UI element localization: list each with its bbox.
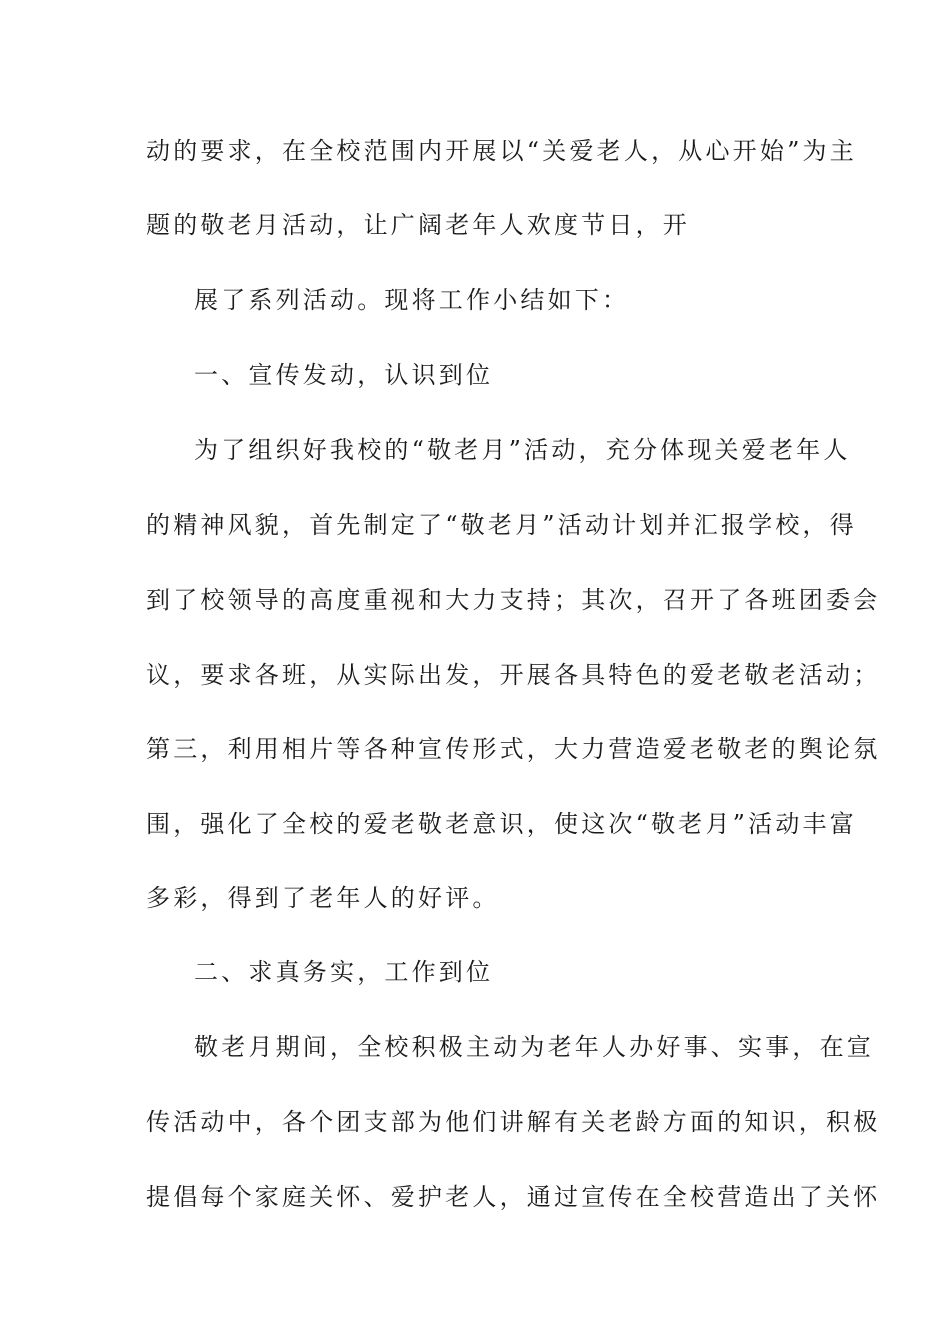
text-line: 第三，利用相片等各种宣传形式，大力营造爱老敬老的舆论氛 [146,735,881,763]
text-line: 敬老月期间，全校积极主动为老年人办好事、实事，在宣 [194,1033,874,1061]
text-line: 传活动中，各个团支部为他们讲解有关老龄方面的知识，积极 [146,1108,881,1136]
text-line: 的精神风貌，首先制定了“敬老月”活动计划并汇报学校，得 [146,511,857,539]
text-line: 到了校领导的高度重视和大力支持；其次，召开了各班团委会 [146,586,881,614]
text-line: 多彩，得到了老年人的好评。 [146,884,500,912]
text-line: 提倡每个家庭关怀、爱护老人，通过宣传在全校营造出了关怀 [146,1183,881,1211]
text-line: 为了组织好我校的“敬老月”活动，充分体现关爱老年人 [194,436,851,464]
text-line: 动的要求，在全校范围内开展以“关爱老人，从心开始”为主 [146,137,857,165]
section-heading: 一、宣传发动，认识到位 [194,361,494,389]
section-heading: 二、求真务实，工作到位 [194,958,494,986]
text-line: 展了系列活动。现将工作小结如下： [194,286,630,314]
text-line: 议，要求各班，从实际出发，开展各具特色的爱老敬老活动； [146,661,881,689]
text-line: 题的敬老月活动，让广阔老年人欢度节日，开 [146,211,690,239]
text-line: 围，强化了全校的爱老敬老意识，使这次“敬老月”活动丰富 [146,810,857,838]
